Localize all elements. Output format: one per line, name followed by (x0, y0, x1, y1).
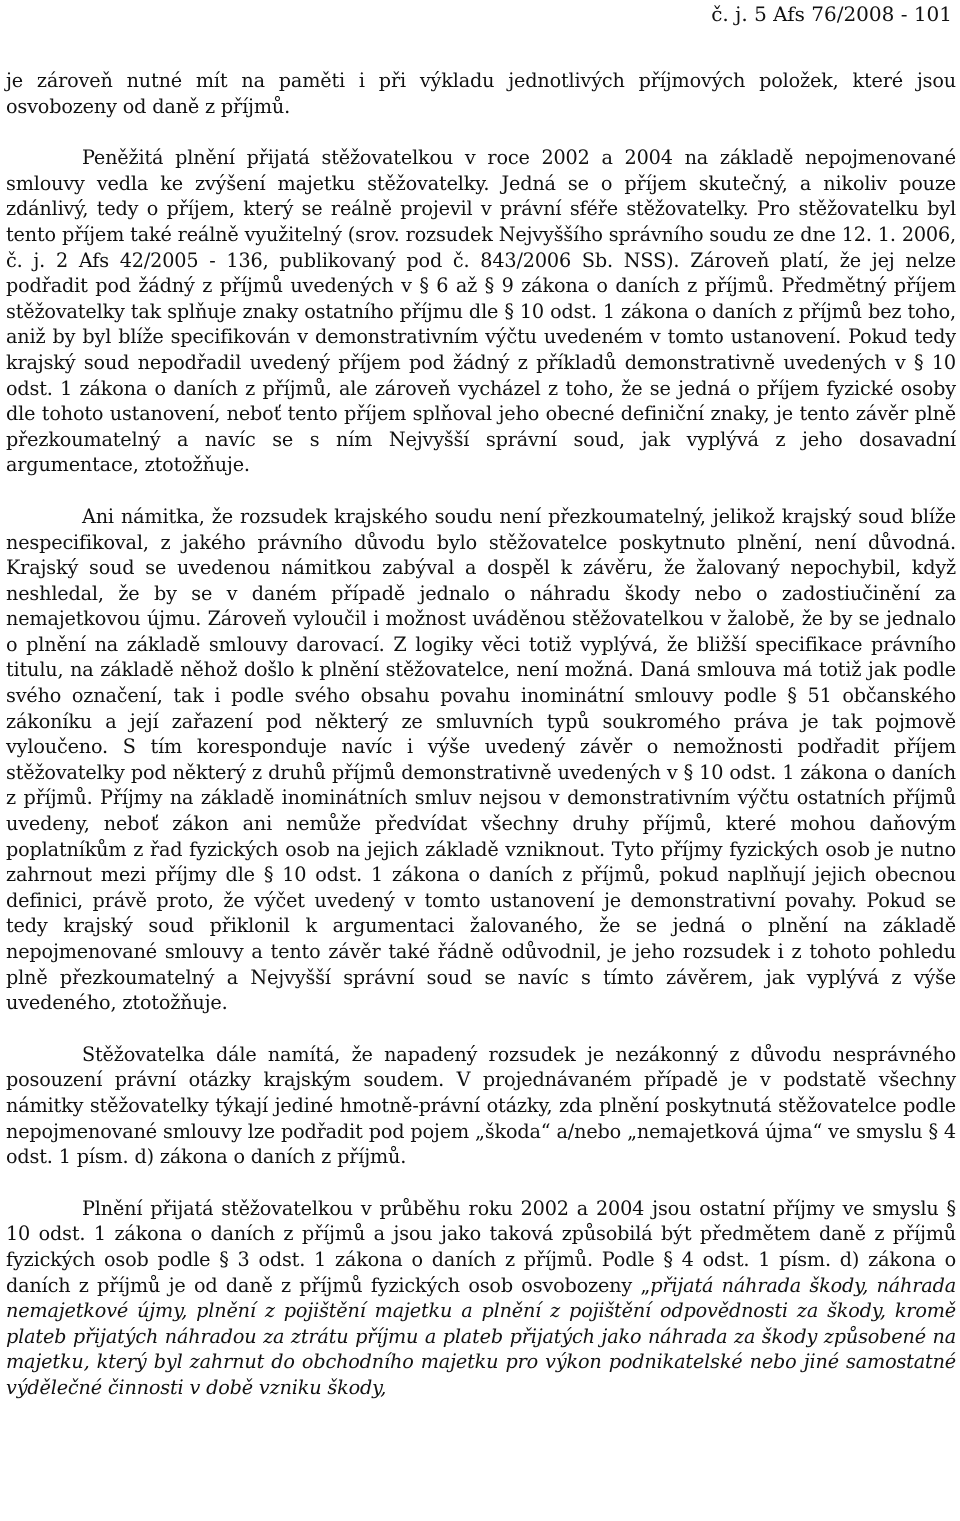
paragraph-continuation: je zároveň nutné mít na paměti i při výkladu jednotlivých příjmových položek, které jsou osvobozeny od daně z příjmů. (6, 69, 956, 118)
paragraph-objection: Stěžovatelka dále namítá, že napadený rozsudek je nezákonný z důvodu nesprávného posouzení právní otázky krajským soudem. V projednávaném případě je v podstatě všechny námitky stěžovatelky týkají jediné hmotně-právní otázky, zda plnění poskytnutá stěžovatelce podle nepojmenované smlouvy lze podřadit pod pojem „škoda“ a/nebo „nemajetková újma“ ve smyslu § 4 odst. 1 písm. d) zákona o daních z příjmů. (6, 1042, 956, 1169)
exemption-intro-text: Plnění přijatá stěžovatelkou v průběhu roku 2002 a 2004 jsou ostatní příjmy ve smyslu § 10 odst. 1 zákona o daních z příjmů a jsou jako taková způsobilá být předmětem daně z příjmů fyzických osob podle § 3 odst. 1 zákona o daních z příjmů. Podle § 4 odst. 1 písm. d) zákona o daních z příjmů je od daně z příjmů fyzických osob osvobozeny „ (6, 1196, 956, 1297)
paragraph-spacer (6, 1170, 956, 1196)
document-body (6, 68, 956, 1401)
case-number-header: č. j. 5 Afs 76/2008 - 101 (711, 2, 952, 26)
exemption-quoted-statute: přijatá náhrada škody, náhrada nemajetkové újmy, plnění z pojištění majetku a plnění z pojištění odpovědnosti za škody, kromě plateb přijatých náhradou za ztrátu příjmu a plateb přijatých jako náhrada za škody způsobené na majetku, který byl zahrnut do obchodního majetku pro výkon podnikatelské nebo jiné samostatné výdělečné činnosti v době vzniku škody, (6, 1273, 956, 1399)
paragraph-reviewability: Ani námitka, že rozsudek krajského soudu není přezkoumatelný, jelikož krajský soud blíže nespecifikoval, z jakého právního důvodu bylo stěžovatelce poskytnuto plnění, není důvodná. Krajský soud se uvedenou námitkou zabýval a dospěl k závěru, že žalovaný nepochybil, když neshledal, že by se v daném případě jednalo o náhradu škody nebo o zadostiučinění za nemajetkovou újmu. Zároveň vyloučil i možnost uváděnou stěžovatelkou v žalobě, že by se jednalo o plnění na základě smlouvy darovací. Z logiky věci totiž vyplývá, že bližší specifikace právního titulu, na základě něhož došlo k plnění stěžovatelce, není možná. Daná smlouva má totiž jak podle svého označení, tak i podle svého obsahu povahu inominátní smlouvy podle § 51 občanského zákoníku a její zařazení pod některý ze smluvních typů soukromého práva je tak pojmově vyloučeno. S tím koresponduje navíc i výše uvedený závěr o nemožnosti podřadit příjem stěžovatelky pod některý z druhů příjmů demonstrativně uvedených v § 10 odst. 1 zákona o daních z příjmů. Příjmy na základě inominátních smluv nejsou v demonstrativním výčtu ostatních příjmů uvedeny, neboť zákon ani nemůže předvídat všechny druhy příjmů, které mohou daňovým poplatníkům z řad fyzických osob na jejich základě vzniknout. Tyto příjmy fyzických osob je nutno zahrnout mezi příjmy dle § 10 odst. 1 zákona o daních z příjmů, pokud naplňují jejich obecnou definici, právě proto, že výčet uvedený v tomto ustanovení je demonstrativní povahy. Pokud se tedy krajský soud přiklonil k argumentaci žalovaného, že se jedná o plnění na základě nepojmenované smlouvy a tento závěr také řádně odůvodnil, je jeho rozsudek i z tohoto pohledu plně přezkoumatelný a Nejvyšší správní soud se navíc s tímto závěrem, jak vyplývá z výše uvedeného, ztotožňuje. (6, 504, 956, 1015)
paragraph-spacer (6, 478, 956, 504)
paragraph-spacer (6, 1016, 956, 1042)
paragraph-spacer (6, 119, 956, 145)
paragraph-income-nature: Peněžitá plnění přijatá stěžovatelkou v roce 2002 a 2004 na základě nepojmenované smlouvy vedla ke zvýšení majetku stěžovatelky. Jedná se o příjem skutečný, a nikoliv pouze zdánlivý, tedy o příjem, který se reálně projevil v právní sféře stěžovatelky. Pro stěžovatelku byl tento příjem také reálně využitelný (srov. rozsudek Nejvyššího správního soudu ze dne 12. 1. 2006, č. j. 2 Afs 42/2005 - 136, publikovaný pod č. 843/2006 Sb. NSS). Zároveň platí, že jej nelze podřadit pod žádný z příjmů uvedených v § 6 až § 9 zákona o daních z příjmů. Předmětný příjem stěžovatelky tak splňuje znaky ostatního příjmu dle § 10 odst. 1 zákona o daních z příjmů bez toho, aniž by byl blíže specifikován v demonstrativním výčtu uvedeném v tomto ustanovení. Pokud tedy krajský soud nepodřadil uvedený příjem pod žádný z příkladů demonstrativně uvedených v § 10 odst. 1 zákona o daních z příjmů, ale zároveň vycházel z toho, že se jedná o příjem fyzické osoby dle tohoto ustanovení, neboť tento příjem splňoval jeho obecné definiční znaky, je tento závěr plně přezkoumatelný a navíc se s ním Nejvyšší správní soud, jak vyplývá z jeho dosavadní argumentace, ztotožňuje. (6, 146, 956, 477)
paragraph-exemption (6, 1196, 956, 1401)
